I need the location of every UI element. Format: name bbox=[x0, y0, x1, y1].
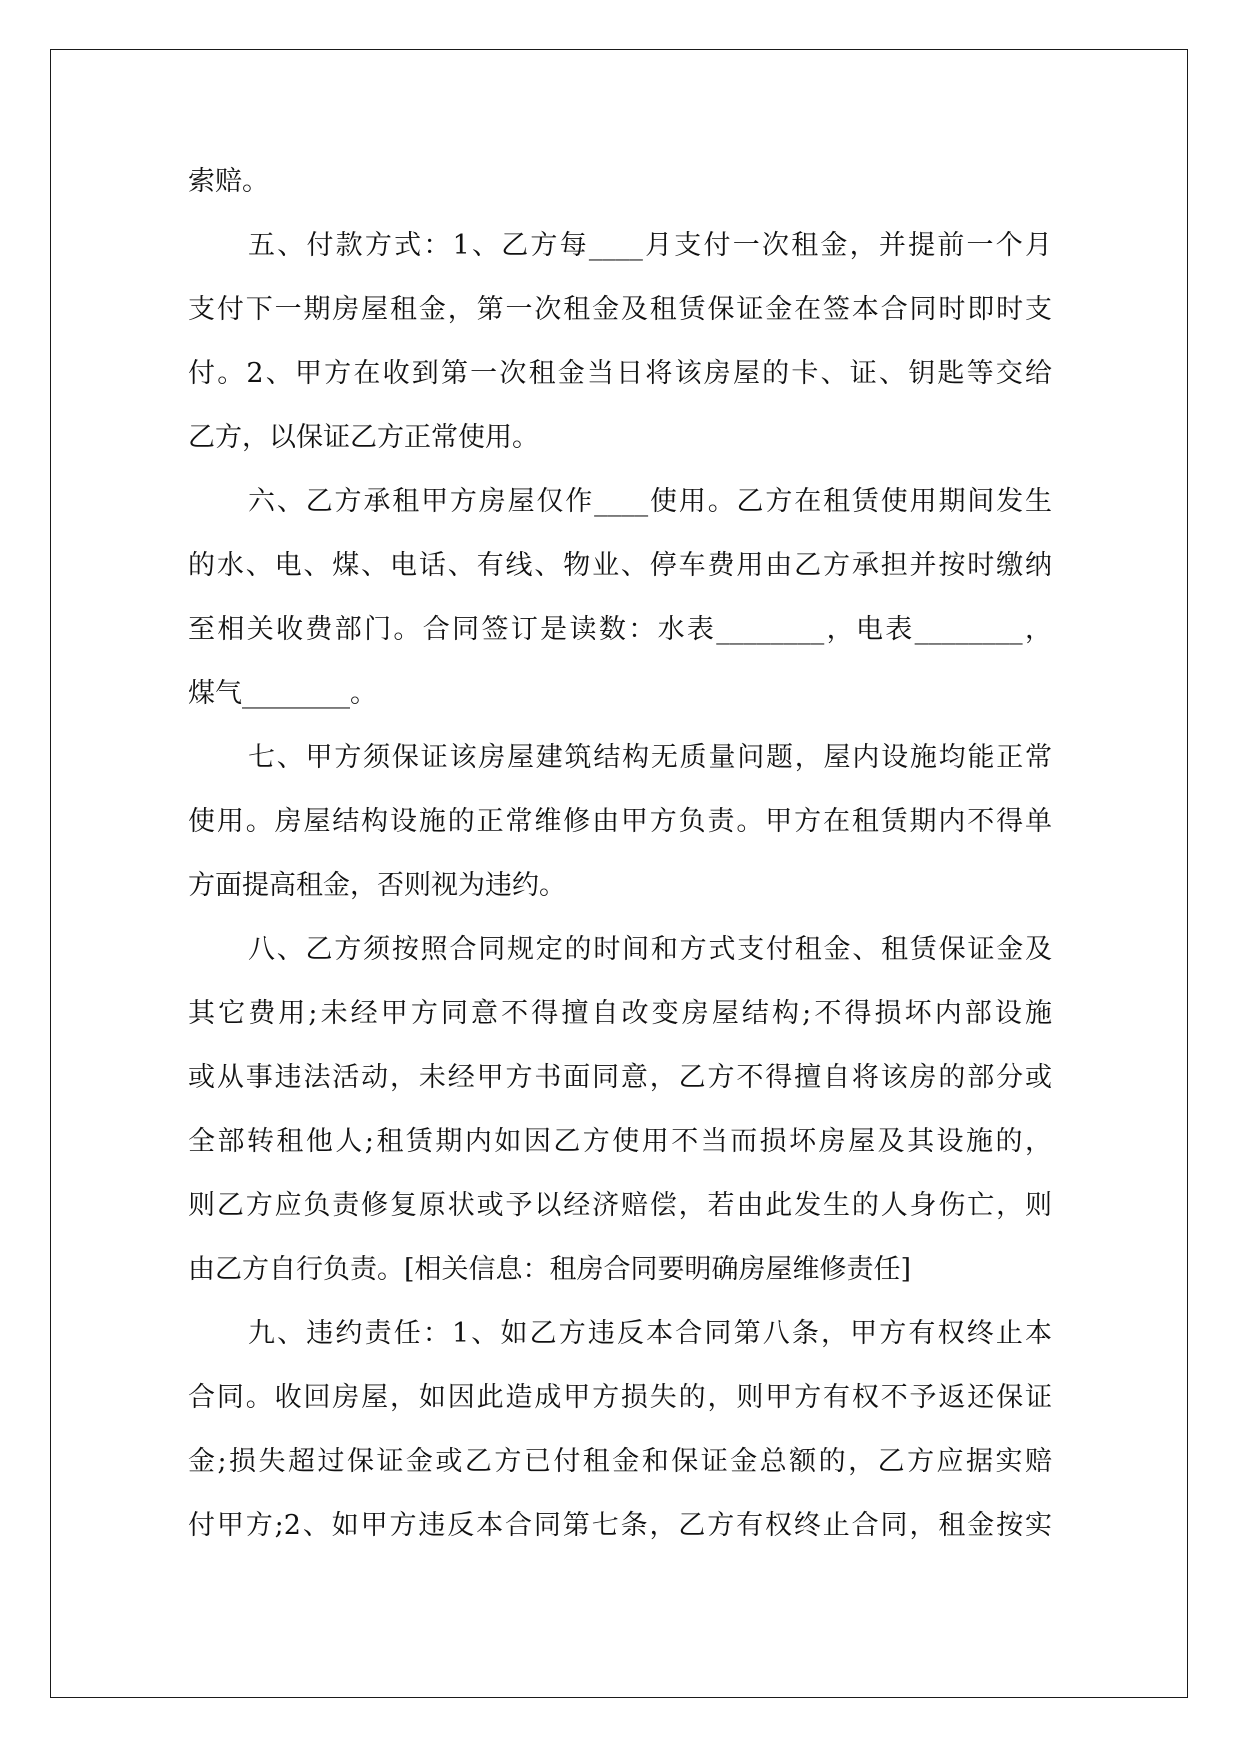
text-line: 六、乙方承租甲方房屋仅作____使用。乙方在租赁使用期间发生 bbox=[248, 486, 1052, 517]
text-line: 付甲方;2、如甲方违反本合同第七条，乙方有权终止合同，租金按实 bbox=[188, 1510, 1052, 1541]
text-line: 其它费用;未经甲方同意不得擅自改变房屋结构;不得损坏内部设施 bbox=[188, 998, 1052, 1029]
text-line: 七、甲方须保证该房屋建筑结构无质量问题，屋内设施均能正常 bbox=[248, 742, 1052, 773]
text-line: 方面提高租金，否则视为违约。 bbox=[188, 870, 566, 901]
text-line: 合同。收回房屋，如因此造成甲方损失的，则甲方有权不予返还保证 bbox=[188, 1382, 1052, 1413]
text-line: 全部转租他人;租赁期内如因乙方使用不当而损坏房屋及其设施的， bbox=[188, 1126, 1052, 1157]
text-line: 乙方，以保证乙方正常使用。 bbox=[188, 422, 539, 453]
text-line: 或从事违法活动，未经甲方书面同意，乙方不得擅自将该房的部分或 bbox=[188, 1062, 1052, 1093]
text-line: 九、违约责任：1、如乙方违反本合同第八条，甲方有权终止本 bbox=[248, 1318, 1052, 1349]
text-line: 五、付款方式：1、乙方每____月支付一次租金，并提前一个月 bbox=[248, 230, 1052, 261]
text-line: 八、乙方须按照合同规定的时间和方式支付租金、租赁保证金及 bbox=[248, 934, 1052, 965]
text-line: 金;损失超过保证金或乙方已付租金和保证金总额的，乙方应据实赔 bbox=[188, 1446, 1052, 1477]
text-line: 则乙方应负责修复原状或予以经济赔偿，若由此发生的人身伤亡，则 bbox=[188, 1190, 1052, 1221]
text-line: 煤气________。 bbox=[188, 678, 377, 709]
text-line: 使用。房屋结构设施的正常维修由甲方负责。甲方在租赁期内不得单 bbox=[188, 806, 1052, 837]
text-line: 支付下一期房屋租金，第一次租金及租赁保证金在签本合同时即时支 bbox=[188, 294, 1052, 325]
text-line: 的水、电、煤、电话、有线、物业、停车费用由乙方承担并按时缴纳 bbox=[188, 550, 1052, 581]
text-line: 索赔。 bbox=[188, 166, 269, 197]
text-line: 至相关收费部门。合同签订是读数：水表________，电表________， bbox=[188, 614, 1052, 645]
text-line: 由乙方自行负责。[相关信息：租房合同要明确房屋维修责任] bbox=[188, 1254, 912, 1285]
text-line: 付。2、甲方在收到第一次租金当日将该房屋的卡、证、钥匙等交给 bbox=[188, 358, 1052, 389]
document-body bbox=[188, 150, 1052, 1558]
